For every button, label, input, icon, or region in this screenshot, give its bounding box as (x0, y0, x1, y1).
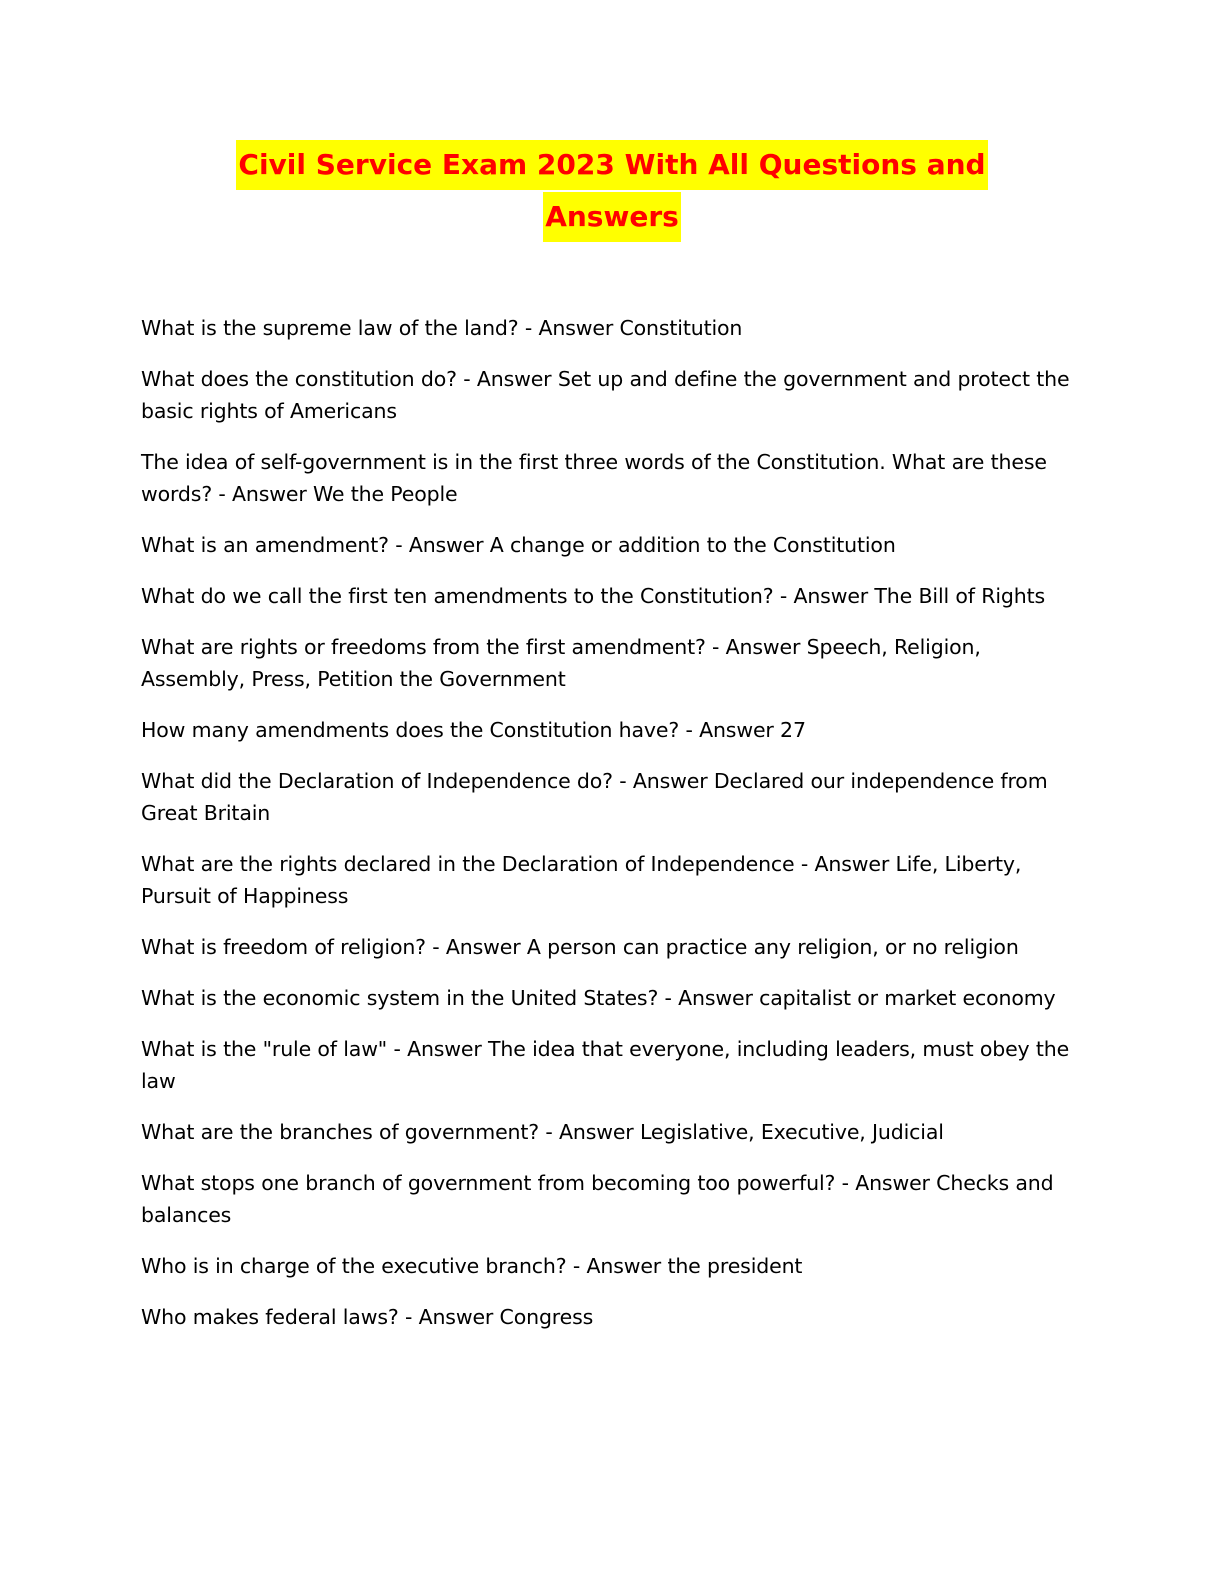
title-line-2: Answers (543, 192, 681, 242)
qa-item: What is the economic system in the United States? - Answer capitalist or market economy (141, 986, 1056, 1010)
document-title (140, 140, 1084, 242)
qa-item: What are rights or freedoms from the first amendment? - Answer Speech, Religion, Assembly, Press, Petition the Government (141, 635, 981, 691)
qa-item: What is the "rule of law" - Answer The idea that everyone, including leaders, must obey the law (141, 1037, 1070, 1093)
qa-item: What did the Declaration of Independence do? - Answer Declared our independence from Great Britain (141, 769, 1048, 825)
qa-item: What are the rights declared in the Declaration of Independence - Answer Life, Liberty, Pursuit of Happiness (141, 852, 1022, 908)
question-answer-list (141, 312, 1081, 1352)
qa-item: What is an amendment? - Answer A change or addition to the Constitution (141, 533, 896, 557)
qa-item: Who makes federal laws? - Answer Congress (141, 1305, 594, 1329)
qa-item: How many amendments does the Constitution have? - Answer 27 (141, 718, 806, 742)
qa-item: What are the branches of government? - Answer Legislative, Executive, Judicial (141, 1120, 944, 1144)
qa-item: What do we call the first ten amendments to the Constitution? - Answer The Bill of Rights (141, 584, 1045, 608)
qa-item: What does the constitution do? - Answer Set up and define the government and protect the basic rights of Americans (141, 367, 1070, 423)
qa-item: What stops one branch of government from becoming too powerful? - Answer Checks and balances (141, 1171, 1054, 1227)
qa-item: What is the supreme law of the land? - Answer Constitution (141, 316, 743, 340)
qa-item: Who is in charge of the executive branch? - Answer the president (141, 1254, 803, 1278)
title-line-1: Civil Service Exam 2023 With All Questions and (236, 140, 987, 190)
qa-item: What is freedom of religion? - Answer A person can practice any religion, or no religion (141, 935, 1019, 959)
qa-item: The idea of self-government is in the first three words of the Constitution. What are these words? - Answer We the People (141, 450, 1047, 506)
